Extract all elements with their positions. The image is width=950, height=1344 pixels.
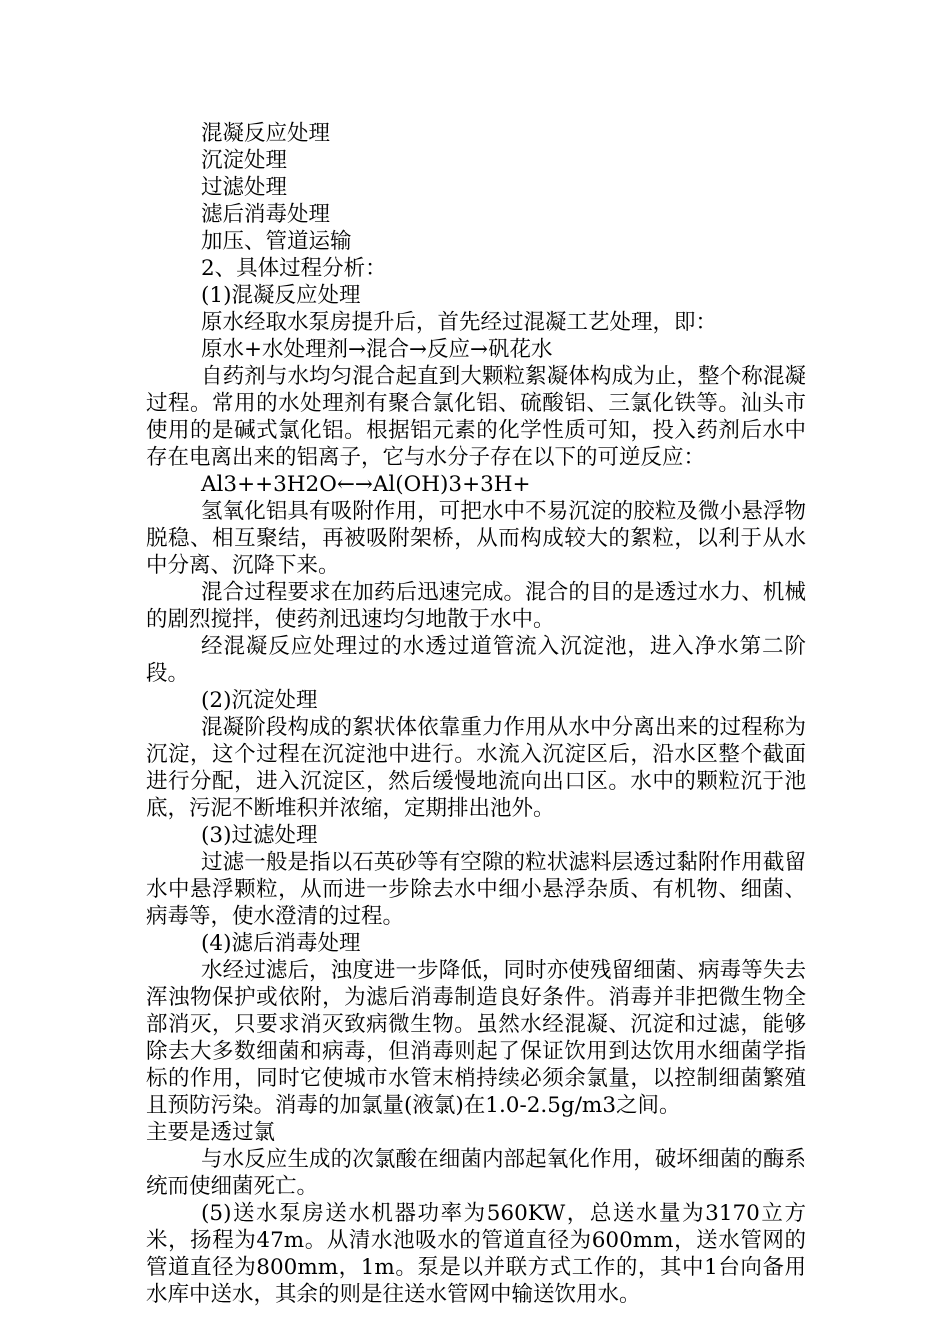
section-coagulation bbox=[146, 282, 806, 687]
paragraph: 过滤一般是指以石英砂等有空隙的粒状滤料层透过黏附作用截留水中悬浮颗粒，从而进一步除去水中细小悬浮杂质、有机物、细菌、病毒等，使水澄清的过程。 bbox=[146, 850, 806, 929]
paragraph: 与水反应生成的次氯酸在细菌内部起氧化作用，破坏细菌的酶系统而使细菌死亡。 bbox=[146, 1147, 806, 1199]
outline-list bbox=[146, 120, 806, 255]
section-filtration bbox=[146, 822, 806, 930]
paragraph: 氢氧化铝具有吸附作用，可把水中不易沉淀的胶粒及微小悬浮物脱稳、相互聚结，再被吸附架桥，从而构成较大的絮粒，以利于从水中分离、沉降下来。 bbox=[146, 499, 806, 578]
outline-item: 沉淀处理 bbox=[201, 148, 288, 173]
paragraph-tail: 主要是透过氯 bbox=[146, 1120, 276, 1145]
document-page bbox=[146, 120, 806, 1308]
paragraph: 混合过程要求在加药后迅速完成。混合的目的是透过水力、机械的剧烈搅拌，使药剂迅速均匀地散于水中。 bbox=[146, 580, 806, 632]
section-heading: (2)沉淀处理 bbox=[201, 688, 318, 713]
intro-line: 原水经取水泵房提升后，首先经过混凝工艺处理，即： bbox=[201, 310, 718, 335]
section-sedimentation bbox=[146, 687, 806, 822]
process-flow: 原水+水处理剂→混合→反应→矾花水 bbox=[201, 337, 553, 362]
section-disinfection bbox=[146, 930, 806, 1200]
outline-item: 加压、管道运输 bbox=[201, 229, 352, 254]
section-heading: (3)过滤处理 bbox=[201, 823, 318, 848]
paragraph: 水经过滤后，浊度进一步降低，同时亦使残留细菌、病毒等失去浑浊物保护或依附，为滤后消毒制造良好条件。消毒并非把微生物全部消灭，只要求消灭致病微生物。虽然水经混凝、沉淀和过滤，能够除去大多数细菌和病毒，但消毒则起了保证饮用到达饮用水细菌学指标的作用，同时它使城市水管末梢持续必须余氯量，以控制细菌繁殖且预防污染。消毒的加氯量(液氯)在1.0-2.5g/m3之间。 bbox=[146, 958, 806, 1118]
paragraph: 经混凝反应处理过的水透过道管流入沉淀池，进入净水第二阶段。 bbox=[146, 634, 806, 686]
section-heading: (4)滤后消毒处理 bbox=[201, 931, 361, 956]
section-heading: (1)混凝反应处理 bbox=[201, 283, 361, 308]
paragraph: 自药剂与水均匀混合起直到大颗粒絮凝体构成为止，整个称混凝过程。常用的水处理剂有聚合氯化铝、硫酸铝、三氯化铁等。汕头市使用的是碱式氯化铝。根据铝元素的化学性质可知，投入药剂后水中存在电离出来的铝离子，它与水分子存在以下的可逆反应： bbox=[146, 364, 806, 470]
chemical-equation: Al3++3H2O←→Al(OH)3+3H+ bbox=[201, 472, 531, 497]
outline-item: 滤后消毒处理 bbox=[201, 202, 331, 227]
analysis-heading: 2、具体过程分析： bbox=[201, 256, 387, 281]
paragraph: (5)送水泵房送水机器功率为560KW，总送水量为3170立方米，扬程为47m。从清水池吸水的管道直径为600mm，送水管网的管道直径为800mm，1m。泵是以并联方式工作的，其中1台向备用水库中送水，其余的则是往送水管网中输送饮用水。 bbox=[146, 1201, 806, 1307]
paragraph: 混凝阶段构成的絮状体依靠重力作用从水中分离出来的过程称为沉淀，这个过程在沉淀池中进行。水流入沉淀区后，沿水区整个截面进行分配，进入沉淀区，然后缓慢地流向出口区。水中的颗粒沉于池底，污泥不断堆积并浓缩，定期排出池外。 bbox=[146, 715, 806, 821]
outline-item: 混凝反应处理 bbox=[201, 121, 331, 146]
section-pumping bbox=[146, 1200, 806, 1308]
outline-item: 过滤处理 bbox=[201, 175, 288, 200]
